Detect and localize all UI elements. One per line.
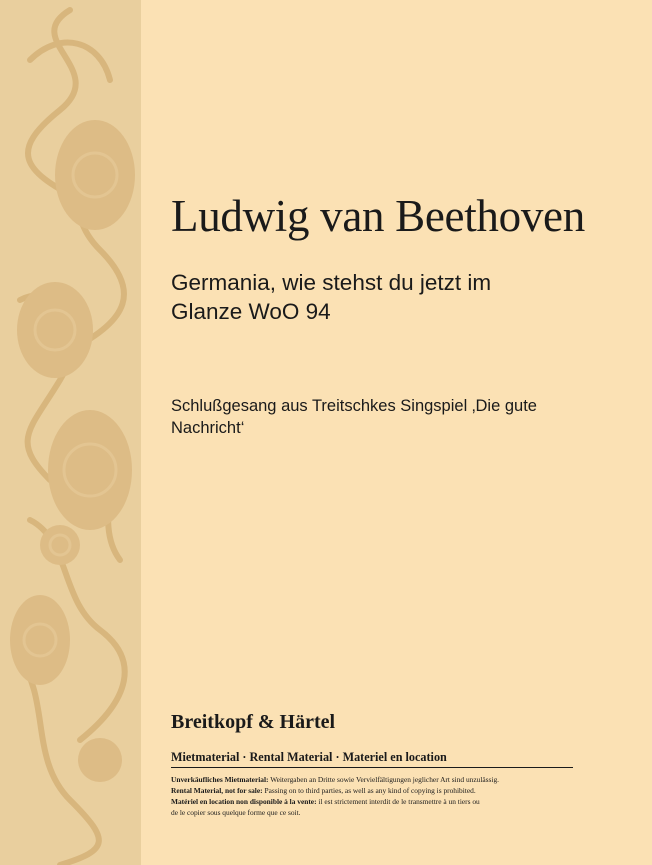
rental-notice	[171, 774, 581, 818]
publisher-name: Breitkopf & Härtel	[171, 711, 336, 733]
subtitle-line-1: Schlußgesang aus Treitschkes Singspiel ‚Die gute	[171, 397, 537, 415]
baroque-ornament-strip	[0, 0, 141, 865]
work-title	[171, 268, 591, 326]
work-title-line-1: Germania, wie stehst du jetzt im	[171, 270, 492, 295]
ornament-pattern-icon	[0, 0, 141, 865]
composer-name: Ludwig van Beethoven	[171, 191, 585, 241]
notice-line-french: Matériel en location non disponible à la vente: il est strictement interdit de le transmettre à un tiers ou	[171, 797, 480, 806]
rental-material-header: Mietmaterial · Rental Material · Materiel en location	[171, 749, 573, 768]
work-subtitle	[171, 395, 571, 439]
notice-line-english: Rental Material, not for sale: Passing on to third parties, as well as any kind of copying is prohibited.	[171, 786, 476, 795]
work-title-line-2: Glanze WoO 94	[171, 299, 331, 324]
notice-line-french-cont: de le copier sous quelque forme que ce soit.	[171, 808, 301, 817]
notice-line-german: Unverkäufliches Mietmaterial: Weitergaben an Dritte sowie Vervielfältigungen jeglicher Art sind unzulässig.	[171, 775, 500, 784]
subtitle-line-2: Nachricht‘	[171, 419, 245, 437]
